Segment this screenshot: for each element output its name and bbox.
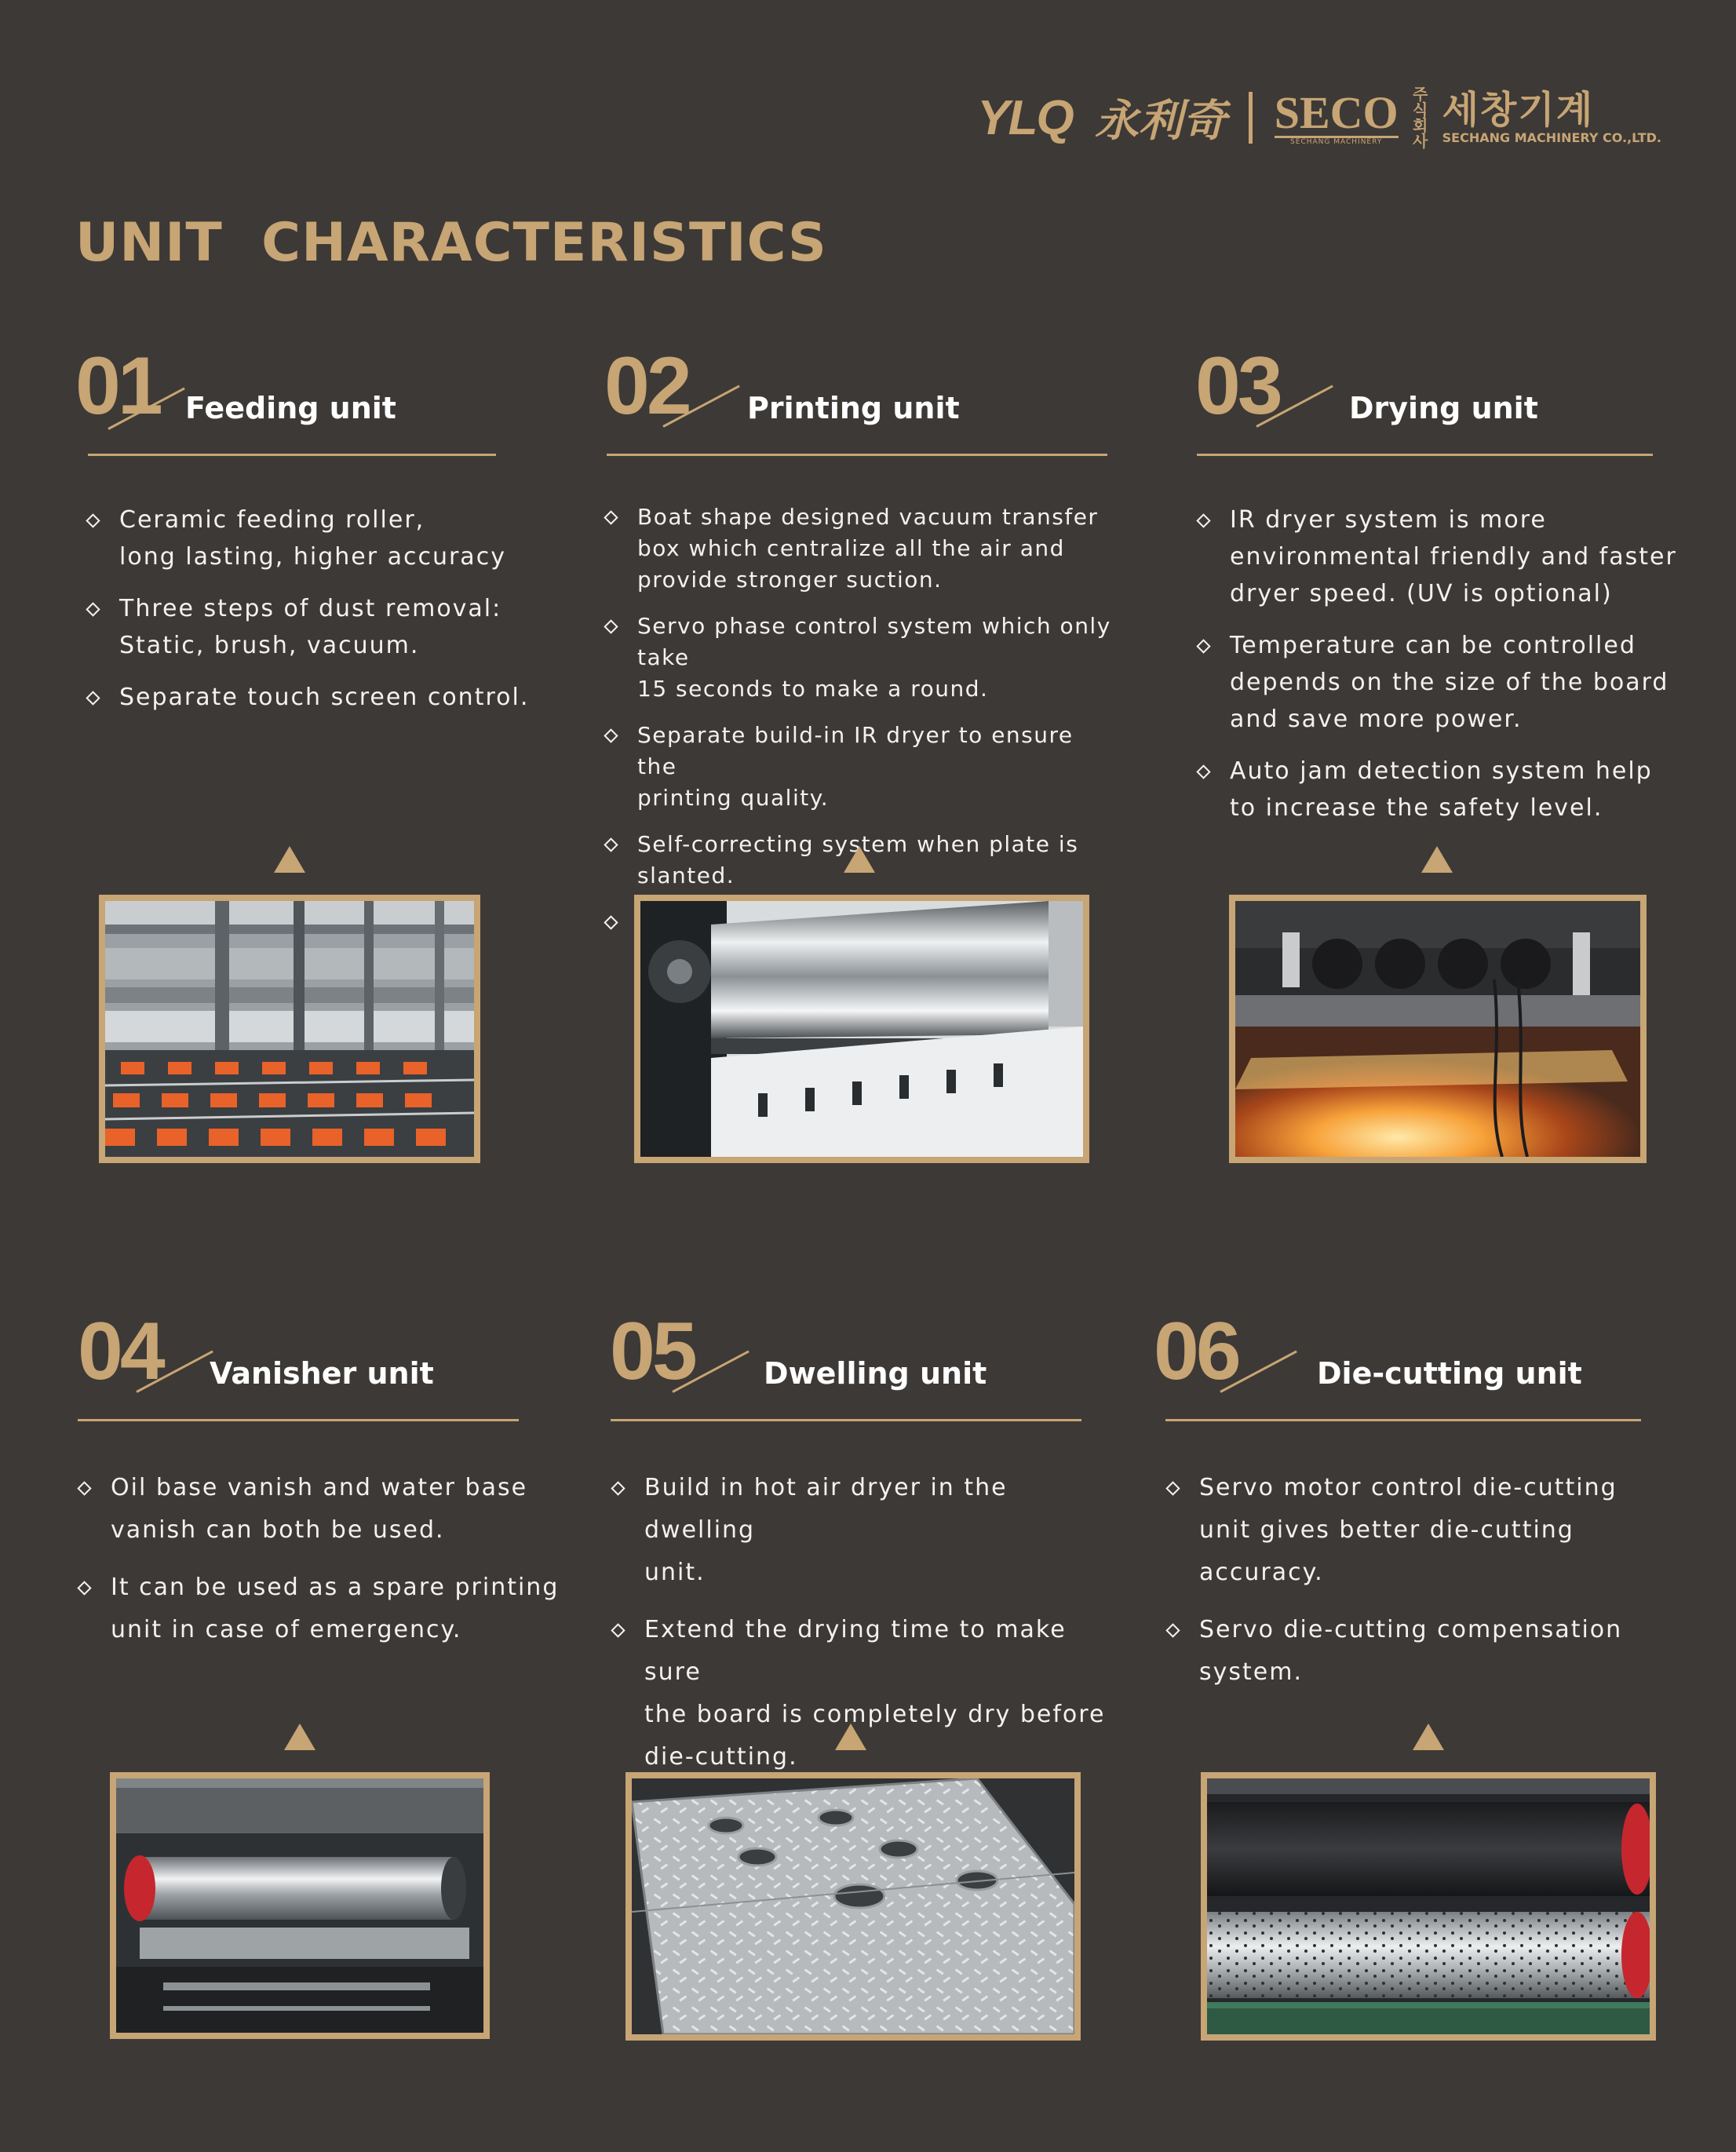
unit-title: Printing unit: [747, 391, 960, 425]
seco-subtext: SECHANG MACHINERY: [1290, 137, 1383, 146]
checker-plate-table-photo: [625, 1772, 1081, 2041]
feature-item: Separate build-in IR dryer to ensure the printing quality.: [604, 720, 1114, 814]
unit-card-01: [75, 341, 562, 1185]
unit-header: [1195, 341, 1682, 455]
feature-item: Extend the drying time to make sure the board is completely dry before die-cutting.: [611, 1609, 1114, 1778]
korean-company-type: 주식회사: [1412, 85, 1428, 151]
ir-dryer-photo: [1229, 895, 1647, 1163]
ylq-chinese-logo: 永利奇: [1094, 96, 1227, 147]
feature-item: It can be used as a spare printing unit in case of emergency.: [78, 1567, 564, 1651]
korean-name-block: [1442, 87, 1661, 145]
triangle-pointer-icon: [835, 1723, 866, 1750]
unit-title: Feeding unit: [185, 391, 396, 425]
varnish-roller-photo: [110, 1772, 490, 2039]
unit-card-02: [604, 341, 1111, 1185]
feature-item: Servo phase control system which only take 15 seconds to make a round.: [604, 611, 1114, 705]
feature-item: Ceramic feeding roller, long lasting, higher accuracy: [86, 502, 557, 575]
feature-list: [1166, 1452, 1645, 1709]
unit-card-06: [1154, 1306, 1640, 2150]
unit-number: 01: [75, 341, 160, 432]
unit-card-05: [610, 1306, 1106, 2150]
feature-item: Temperature can be controlled depends on the size of the board and save more power.: [1197, 627, 1691, 738]
seco-wordmark: SECO: [1274, 86, 1399, 138]
feature-item: IR dryer system is more environmental friendly and faster dryer speed. (UV is optional): [1197, 502, 1691, 612]
feeding-machine-photo: [99, 895, 480, 1163]
triangle-pointer-icon: [1421, 846, 1453, 873]
logo-divider: [1249, 92, 1253, 144]
unit-title: Die-cutting unit: [1317, 1356, 1582, 1391]
triangle-pointer-icon: [844, 846, 875, 873]
feature-item: Servo motor control die-cutting unit gives better die-cutting accuracy.: [1166, 1467, 1645, 1594]
unit-divider: [1197, 454, 1653, 456]
feature-item: Servo die-cutting compensation system.: [1166, 1609, 1645, 1694]
feature-item: Separate touch screen control.: [86, 679, 557, 716]
unit-number: 04: [78, 1306, 162, 1397]
feature-list: [78, 1452, 564, 1666]
unit-header: [75, 341, 562, 455]
company-english-name: SECHANG MACHINERY CO.,LTD.: [1442, 129, 1661, 145]
unit-number: 06: [1154, 1306, 1238, 1397]
unit-divider: [78, 1419, 519, 1421]
feature-list: [86, 487, 557, 731]
feature-item: Three steps of dust removal: Static, brush, vacuum.: [86, 590, 557, 664]
feature-item: Auto jam detection system help to increase the safety level.: [1197, 753, 1691, 826]
unit-divider: [611, 1419, 1081, 1421]
unit-header: [604, 341, 1091, 455]
unit-divider: [88, 454, 496, 456]
unit-number: 05: [610, 1306, 695, 1397]
unit-card-04: [78, 1306, 564, 2150]
ylq-logo: YLQ: [977, 90, 1073, 145]
unit-header: [610, 1306, 1096, 1421]
feature-list: [1197, 487, 1691, 841]
unit-number: 03: [1195, 341, 1280, 432]
feature-item: Build in hot air dryer in the dwelling unit.: [611, 1467, 1114, 1594]
unit-number: 02: [604, 341, 689, 432]
page-title: UNIT CHARACTERISTICS: [75, 212, 827, 274]
seco-wordmark-block: [1274, 86, 1399, 146]
die-cutting-rollers-photo: [1201, 1772, 1656, 2041]
feature-item: Self-correcting system when plate is slanted.: [604, 829, 1114, 892]
unit-header: [1154, 1306, 1640, 1421]
unit-header: [78, 1306, 564, 1421]
unit-title: Vanisher unit: [210, 1356, 434, 1391]
brand-logos: [977, 86, 1661, 149]
unit-card-03: [1195, 341, 1682, 1185]
feature-item: Oil base vanish and water base vanish can both be used.: [78, 1467, 564, 1552]
unit-divider: [1165, 1419, 1641, 1421]
unit-title: Drying unit: [1349, 391, 1538, 425]
unit-divider: [607, 454, 1107, 456]
seco-logo: [1275, 86, 1661, 149]
korean-company-name: 세창기계: [1442, 87, 1595, 132]
triangle-pointer-icon: [1413, 1723, 1444, 1750]
unit-title: Dwelling unit: [764, 1356, 987, 1391]
feature-item: Boat shape designed vacuum transfer box which centralize all the air and provide stronger suction.: [604, 502, 1114, 596]
triangle-pointer-icon: [284, 1723, 315, 1750]
triangle-pointer-icon: [274, 846, 305, 873]
printing-roller-photo: [634, 895, 1089, 1163]
